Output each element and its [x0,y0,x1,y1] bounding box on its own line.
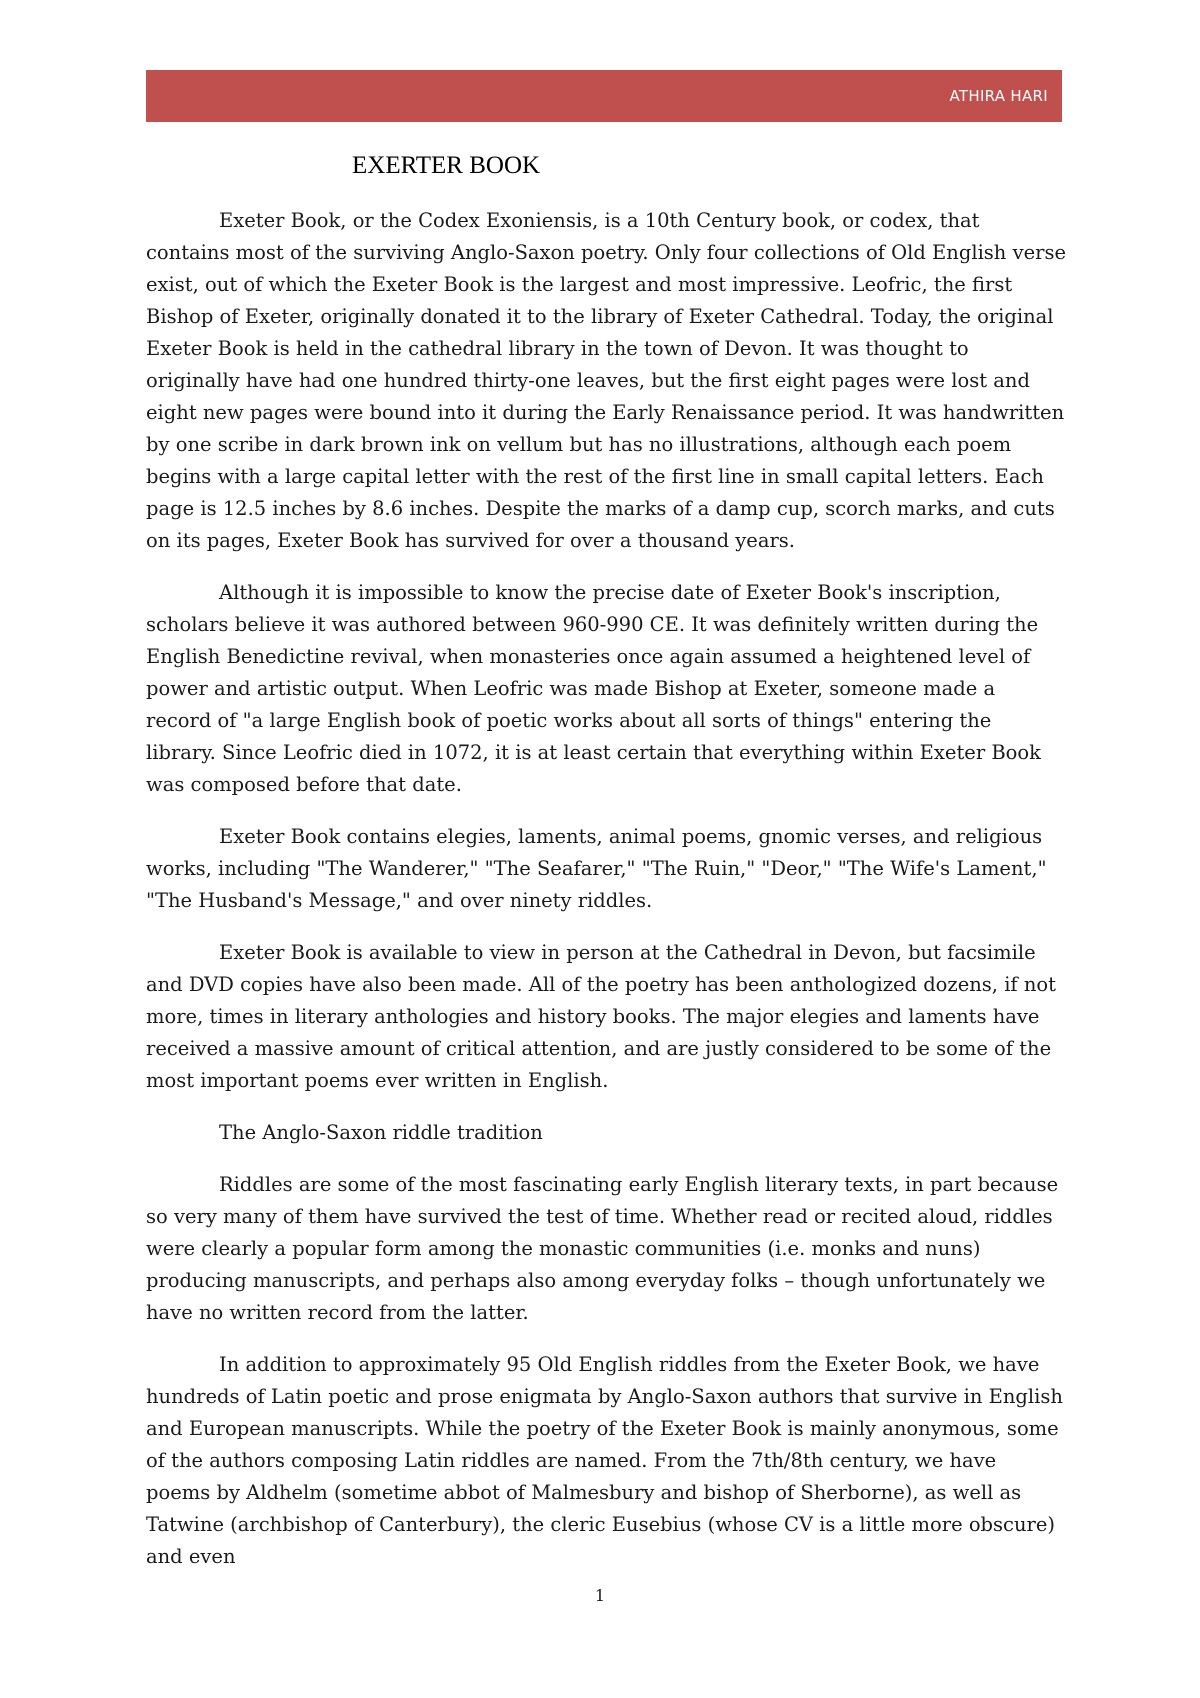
paragraph-dating: Although it is impossible to know the precise date of Exeter Book's inscription, scholars believe it was authored between 960-990 CE. It was definitely written during the English Benedictine revival, when monasteries once again assumed a heightened level of power and artistic output. When Leofric was made Bishop at Exeter, someone made a record of "a large English book of poetic works about all sorts of things" entering the library. Since Leofric died in 1072, it is at least certain that everything within Exeter Book was composed before that date. [146,581,1041,796]
paragraph-intro: Exeter Book, or the Codex Exoniensis, is a 10th Century book, or codex, that contains most of the surviving Anglo-Saxon poetry. Only four collections of Old English verse exist, out of which the Exeter Book is the largest and most impressive. Leofric, the first Bishop of Exeter, originally donated it to the library of Exeter Cathedral. Today, the original Exeter Book is held in the cathedral library in the town of Devon. It was thought to originally have had one hundred thirty-one leaves, but the first eight pages were lost and eight new pages were bound into it during the Early Renaissance period. It was handwritten by one scribe in dark brown ink on vellum but has no illustrations, although each poem begins with a large capital letter with the rest of the first line in small capital letters. Each page is 12.5 inches by 8.6 inches. Despite the marks of a damp cup, scorch marks, and cuts on its pages, Exeter Book has survived for over a thousand years. [146,209,1066,552]
paragraph-availability: Exeter Book is available to view in person at the Cathedral in Devon, but facsimile and DVD copies have also been made. All of the poetry has been anthologized dozens, if not more, times in literary anthologies and history books. The major elegies and laments have received a massive amount of critical attention, and are justly considered to be some of the most important poems ever written in English. [146,941,1056,1092]
body-text [146,205,1066,1593]
page-title: EXERTER BOOK [352,152,541,179]
paragraph-contents: Exeter Book contains elegies, laments, animal poems, gnomic verses, and religious works, including "The Wanderer," "The Seafarer," "The Ruin," "Deor," "The Wife's Lament," "The Husband's Message," and over ninety riddles. [146,825,1047,912]
paragraph-latin-enigmata: In addition to approximately 95 Old English riddles from the Exeter Book, we have hundreds of Latin poetic and prose enigmata by Anglo-Saxon authors that survive in English and European manuscripts. While the poetry of the Exeter Book is mainly anonymous, some of the authors composing Latin riddles are named. From the 7th/8th century, we have poems by Aldhelm (sometime abbot of Malmesbury and bishop of Sherborne), as well as Tatwine (archbishop of Canterbury), the cleric Eusebius (whose CV is a little more obscure) and even [146,1353,1063,1568]
header-author: ATHIRA HARI [949,87,1048,105]
page-number: 1 [594,1586,606,1605]
header-bar [146,70,1062,122]
section-heading-riddle-tradition: The Anglo-Saxon riddle tradition [219,1121,543,1144]
paragraph-riddles: Riddles are some of the most fascinating early English literary texts, in part because so very many of them have survived the test of time. Whether read or recited aloud, riddles were clearly a popular form among the monastic communities (i.e. monks and nuns) producing manuscripts, and perhaps also among everyday folks – though unfortunately we have no written record from the latter. [146,1173,1059,1324]
